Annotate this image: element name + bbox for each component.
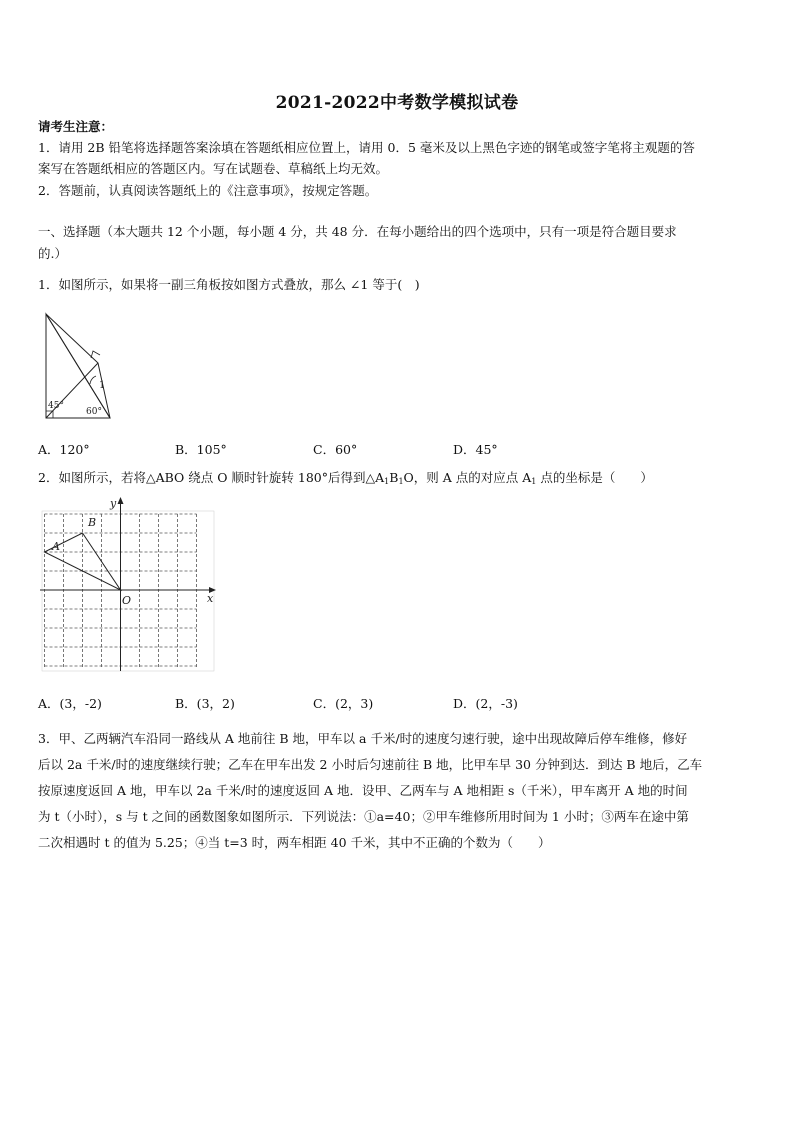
question-2-option-c[interactable]: C．(2，3)	[313, 696, 374, 711]
question-1-option-c[interactable]: C．60°	[313, 442, 358, 457]
question-1-figure	[40, 308, 120, 423]
axis-label-x: x	[207, 592, 214, 605]
page-title: 2021-2022中考数学模拟试卷	[275, 93, 519, 113]
notice-line-1a: 1．请用 2B 铅笔将选择题答案涂填在答题纸相应位置上，请用 0．5 毫米及以上黑色字迹的钢笔或签字笔将主观题的答	[38, 140, 695, 155]
question-1-stem: 1．如图所示，如果将一副三角板按如图方式叠放，那么 ∠1 等于( )	[38, 277, 420, 292]
question-1-option-d[interactable]: D．45°	[453, 442, 498, 457]
notice-line-1b: 案写在答题纸相应的答题区内。写在试题卷、草稿纸上均无效。	[38, 161, 389, 176]
question-2-option-d[interactable]: D．(2，-3)	[453, 696, 518, 711]
question-1-option-a[interactable]: A．120°	[38, 442, 90, 457]
point-label-a: A	[52, 540, 60, 553]
question-2-option-b[interactable]: B．(3，2)	[175, 696, 235, 711]
section-heading-line-2: 的.）	[38, 246, 67, 261]
question-3-line-4: 为 t（小时），s 与 t 之间的函数图象如图所示．下列说法：①a=40；②甲车维修所用时间为 1 小时；③两车在途中第	[38, 809, 689, 824]
question-3-line-5: 二次相遇时 t 的值为 5.25；④当 t=3 时，两车相距 40 千米，其中不正确的个数为（ ）	[38, 835, 551, 850]
question-2-stem: 2．如图所示，若将△ABO 绕点 O 顺时针旋转 180°后得到$\triangle A_1B_1O$，则 A 点的对应点 $A_1$ 点的坐标是（ ）	[38, 470, 653, 486]
figure-label-angle-1: 1	[99, 380, 106, 391]
question-3-line-2: 后以 2a 千米/时的速度继续行驶；乙车在甲车出发 2 小时后匀速前往 B 地，比甲车早 30 分钟到达．到达 B 地后，乙车	[38, 757, 703, 772]
question-3-line-3: 按原速度返回 A 地，甲车以 2a 千米/时的速度返回 A 地．设甲、乙两车与 A 地相距 s（千米），甲车离开 A 地的时间	[38, 783, 688, 798]
figure-label-45: 45°	[48, 401, 64, 411]
point-label-b: B	[88, 516, 97, 529]
axis-label-y: y	[110, 497, 117, 510]
origin-label-o: O	[122, 594, 132, 607]
figure-label-60: 60°	[86, 407, 102, 417]
question-2-option-a[interactable]: A．(3，-2)	[38, 696, 102, 711]
notice-heading: 请考生注意：	[38, 119, 114, 134]
question-2-figure	[36, 495, 220, 680]
section-heading-line-1: 一、选择题（本大题共 12 个小题，每小题 4 分，共 48 分．在每小题给出的四个选项中，只有一项是符合题目要求	[38, 224, 677, 239]
notice-line-2: 2．答题前，认真阅读答题纸上的《注意事项》，按规定答题。	[38, 183, 378, 198]
question-1-option-b[interactable]: B．105°	[175, 442, 227, 457]
question-3-line-1: 3．甲、乙两辆汽车沿同一路线从 A 地前往 B 地，甲车以 a 千米/时的速度匀速行驶，途中出现故障后停车维修，修好	[38, 731, 688, 746]
